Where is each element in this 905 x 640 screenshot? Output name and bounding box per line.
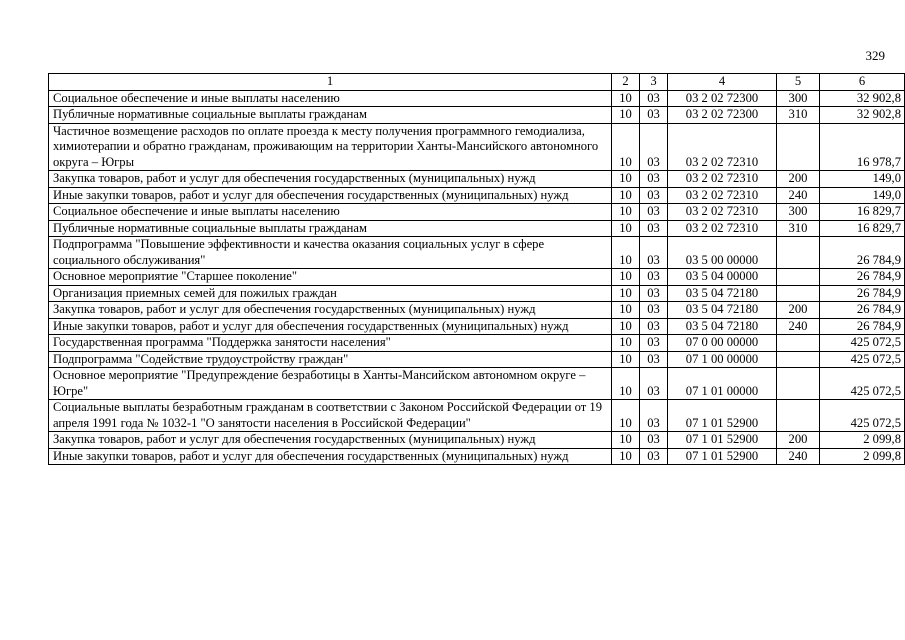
target-article-cell: 07 1 00 00000 (668, 351, 777, 368)
target-article-cell: 03 5 04 72180 (668, 318, 777, 335)
subsection-code-cell: 03 (640, 351, 668, 368)
expense-name-cell: Закупка товаров, работ и услуг для обеспечения государственных (муниципальных) нужд (49, 302, 612, 319)
amount-cell: 149,0 (820, 187, 905, 204)
subsection-code-cell: 03 (640, 123, 668, 171)
table-row (49, 400, 905, 432)
table-row (49, 220, 905, 237)
expense-name-cell: Публичные нормативные социальные выплаты гражданам (49, 107, 612, 124)
target-article-cell: 03 5 04 72180 (668, 302, 777, 319)
amount-cell: 16 829,7 (820, 220, 905, 237)
expense-type-cell: 300 (777, 90, 820, 107)
subsection-code-cell: 03 (640, 368, 668, 400)
subsection-code-cell: 03 (640, 204, 668, 221)
column-header: 2 (612, 74, 640, 91)
amount-cell: 425 072,5 (820, 368, 905, 400)
expense-type-cell: 310 (777, 107, 820, 124)
amount-cell: 16 829,7 (820, 204, 905, 221)
section-code-cell: 10 (612, 204, 640, 221)
table-header-row (49, 74, 905, 91)
expense-name-cell: Социальные выплаты безработным гражданам в соответствии с Законом Российской Федерации от 19 апреля 1991 года № 1032-1 "О занятости населения в Российской Федерации" (49, 400, 612, 432)
subsection-code-cell: 03 (640, 335, 668, 352)
table-row (49, 432, 905, 449)
section-code-cell: 10 (612, 237, 640, 269)
section-code-cell: 10 (612, 123, 640, 171)
subsection-code-cell: 03 (640, 448, 668, 465)
amount-cell: 425 072,5 (820, 335, 905, 352)
expense-type-cell (777, 237, 820, 269)
expense-type-cell: 310 (777, 220, 820, 237)
expense-type-cell (777, 400, 820, 432)
section-code-cell: 10 (612, 368, 640, 400)
amount-cell: 2 099,8 (820, 432, 905, 449)
target-article-cell: 03 2 02 72310 (668, 123, 777, 171)
table-body (49, 74, 905, 465)
subsection-code-cell: 03 (640, 400, 668, 432)
expense-name-cell: Иные закупки товаров, работ и услуг для обеспечения государственных (муниципальных) нужд (49, 448, 612, 465)
expense-name-cell: Частичное возмещение расходов по оплате проезда к месту получения программного гемодиализа, химиотерапии и обратно гражданам, проживающим на территории Ханты-Мансийского автономного округа – Югры (49, 123, 612, 171)
subsection-code-cell: 03 (640, 187, 668, 204)
target-article-cell: 03 2 02 72300 (668, 90, 777, 107)
amount-cell: 26 784,9 (820, 302, 905, 319)
budget-table (48, 73, 905, 465)
amount-cell: 425 072,5 (820, 400, 905, 432)
section-code-cell: 10 (612, 335, 640, 352)
subsection-code-cell: 03 (640, 220, 668, 237)
section-code-cell: 10 (612, 90, 640, 107)
section-code-cell: 10 (612, 171, 640, 188)
expense-name-cell: Подпрограмма "Содействие трудоустройству граждан" (49, 351, 612, 368)
table-row (49, 302, 905, 319)
target-article-cell: 03 2 02 72300 (668, 107, 777, 124)
table-row (49, 335, 905, 352)
amount-cell: 26 784,9 (820, 285, 905, 302)
subsection-code-cell: 03 (640, 171, 668, 188)
section-code-cell: 10 (612, 318, 640, 335)
expense-type-cell (777, 269, 820, 286)
table-row (49, 269, 905, 286)
page-number: 329 (865, 48, 885, 63)
section-code-cell: 10 (612, 302, 640, 319)
amount-cell: 16 978,7 (820, 123, 905, 171)
subsection-code-cell: 03 (640, 269, 668, 286)
expense-name-cell: Социальное обеспечение и иные выплаты населению (49, 90, 612, 107)
section-code-cell: 10 (612, 269, 640, 286)
target-article-cell: 07 1 01 52900 (668, 400, 777, 432)
expense-name-cell: Закупка товаров, работ и услуг для обеспечения государственных (муниципальных) нужд (49, 171, 612, 188)
table-row (49, 285, 905, 302)
expense-type-cell (777, 351, 820, 368)
expense-type-cell: 240 (777, 318, 820, 335)
subsection-code-cell: 03 (640, 432, 668, 449)
expense-type-cell (777, 285, 820, 302)
expense-name-cell: Иные закупки товаров, работ и услуг для обеспечения государственных (муниципальных) нужд (49, 318, 612, 335)
table-row (49, 318, 905, 335)
column-header: 1 (49, 74, 612, 91)
target-article-cell: 03 2 02 72310 (668, 187, 777, 204)
expense-type-cell: 200 (777, 302, 820, 319)
expense-type-cell: 200 (777, 432, 820, 449)
column-header: 4 (668, 74, 777, 91)
amount-cell: 26 784,9 (820, 237, 905, 269)
amount-cell: 32 902,8 (820, 107, 905, 124)
table-row (49, 237, 905, 269)
target-article-cell: 03 2 02 72310 (668, 171, 777, 188)
table-row (49, 90, 905, 107)
expense-type-cell: 200 (777, 171, 820, 188)
section-code-cell: 10 (612, 400, 640, 432)
target-article-cell: 03 5 00 00000 (668, 237, 777, 269)
table-row (49, 368, 905, 400)
subsection-code-cell: 03 (640, 107, 668, 124)
subsection-code-cell: 03 (640, 318, 668, 335)
column-header: 3 (640, 74, 668, 91)
amount-cell: 149,0 (820, 171, 905, 188)
target-article-cell: 03 5 04 72180 (668, 285, 777, 302)
table-row (49, 204, 905, 221)
section-code-cell: 10 (612, 448, 640, 465)
expense-type-cell: 240 (777, 187, 820, 204)
table-row (49, 187, 905, 204)
amount-cell: 26 784,9 (820, 318, 905, 335)
table-row (49, 107, 905, 124)
target-article-cell: 07 0 00 00000 (668, 335, 777, 352)
subsection-code-cell: 03 (640, 90, 668, 107)
amount-cell: 2 099,8 (820, 448, 905, 465)
expense-name-cell: Государственная программа "Поддержка занятости населения" (49, 335, 612, 352)
section-code-cell: 10 (612, 220, 640, 237)
expense-name-cell: Основное мероприятие "Старшее поколение" (49, 269, 612, 286)
amount-cell: 26 784,9 (820, 269, 905, 286)
expense-type-cell: 300 (777, 204, 820, 221)
expense-name-cell: Основное мероприятие "Предупреждение безработицы в Ханты-Мансийском автономном округе – Югре" (49, 368, 612, 400)
expense-name-cell: Иные закупки товаров, работ и услуг для обеспечения государственных (муниципальных) нужд (49, 187, 612, 204)
section-code-cell: 10 (612, 187, 640, 204)
column-header: 5 (777, 74, 820, 91)
expense-name-cell: Закупка товаров, работ и услуг для обеспечения государственных (муниципальных) нужд (49, 432, 612, 449)
table-row (49, 448, 905, 465)
amount-cell: 425 072,5 (820, 351, 905, 368)
expense-type-cell: 240 (777, 448, 820, 465)
expense-type-cell (777, 368, 820, 400)
table-row (49, 171, 905, 188)
subsection-code-cell: 03 (640, 285, 668, 302)
target-article-cell: 03 2 02 72310 (668, 204, 777, 221)
expense-name-cell: Публичные нормативные социальные выплаты гражданам (49, 220, 612, 237)
table-row (49, 123, 905, 171)
expense-type-cell (777, 335, 820, 352)
table-row (49, 351, 905, 368)
target-article-cell: 07 1 01 00000 (668, 368, 777, 400)
expense-name-cell: Организация приемных семей для пожилых граждан (49, 285, 612, 302)
section-code-cell: 10 (612, 351, 640, 368)
target-article-cell: 03 2 02 72310 (668, 220, 777, 237)
section-code-cell: 10 (612, 432, 640, 449)
target-article-cell: 07 1 01 52900 (668, 432, 777, 449)
expense-type-cell (777, 123, 820, 171)
subsection-code-cell: 03 (640, 302, 668, 319)
target-article-cell: 07 1 01 52900 (668, 448, 777, 465)
subsection-code-cell: 03 (640, 237, 668, 269)
expense-name-cell: Подпрограмма "Повышение эффективности и качества оказания социальных услуг в сфере социального обслуживания" (49, 237, 612, 269)
section-code-cell: 10 (612, 285, 640, 302)
expense-name-cell: Социальное обеспечение и иные выплаты населению (49, 204, 612, 221)
amount-cell: 32 902,8 (820, 90, 905, 107)
column-header: 6 (820, 74, 905, 91)
target-article-cell: 03 5 04 00000 (668, 269, 777, 286)
section-code-cell: 10 (612, 107, 640, 124)
